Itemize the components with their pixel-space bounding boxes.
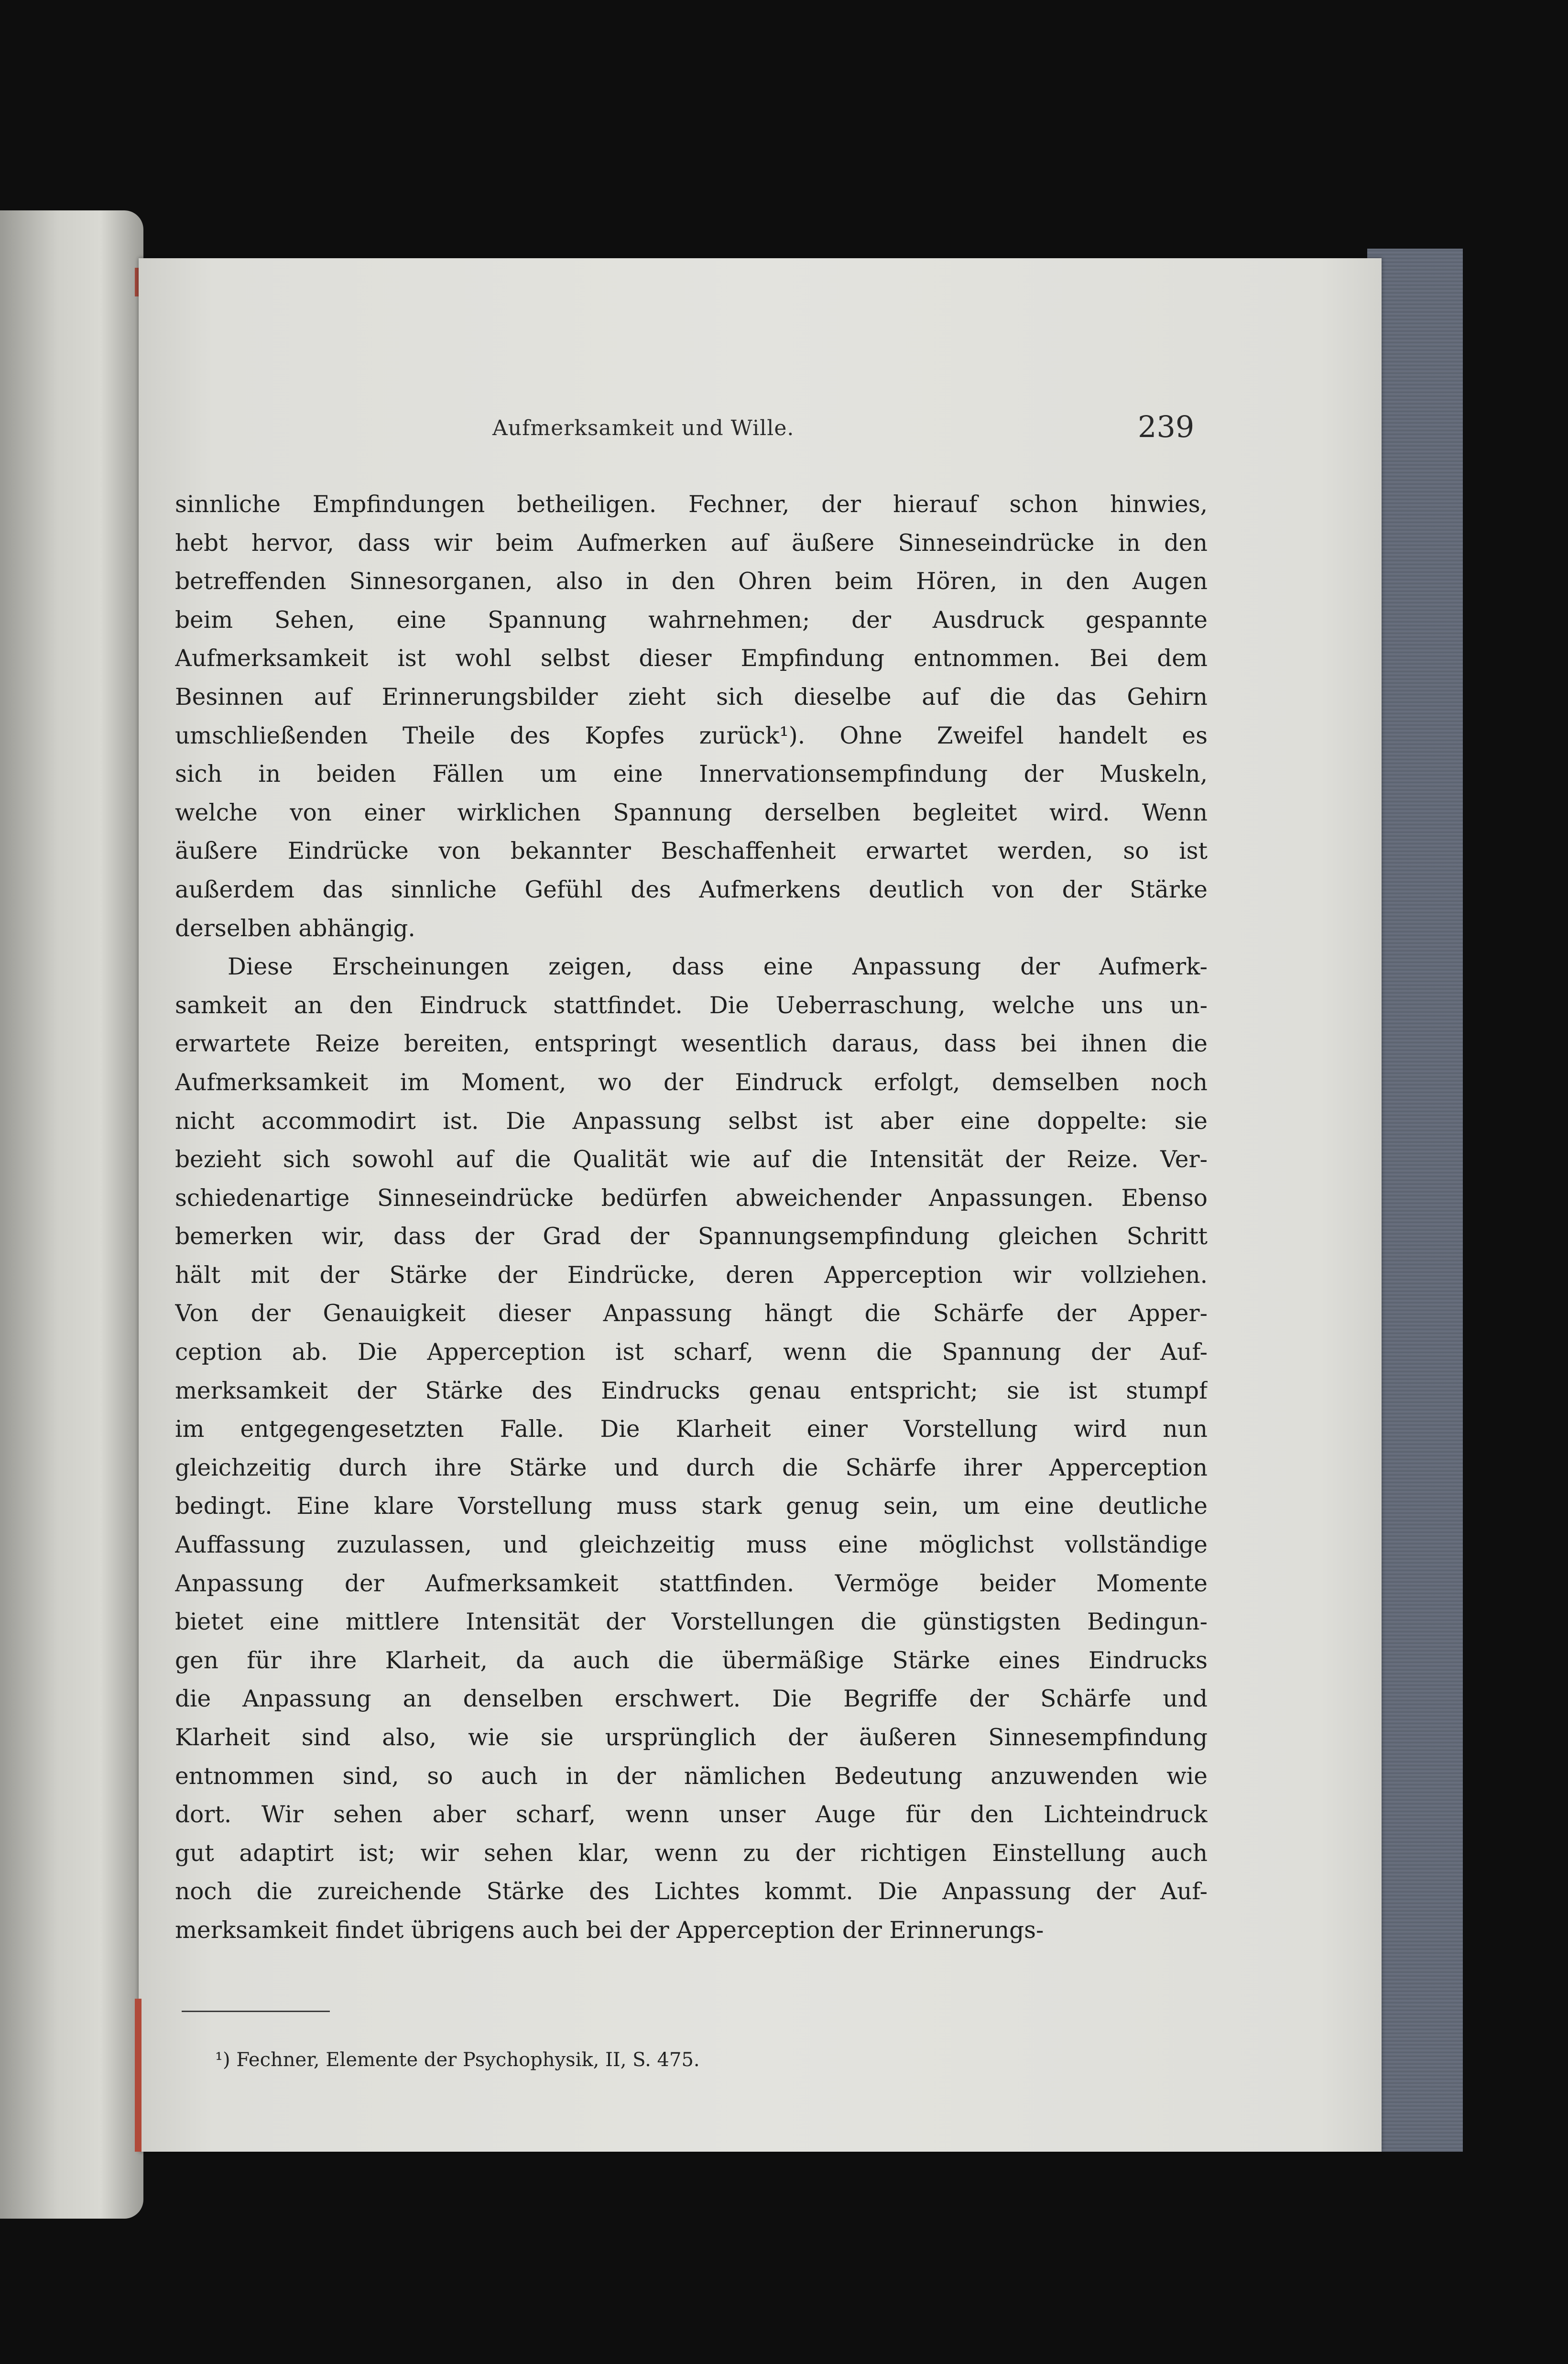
text-line: dort. Wir sehen aber scharf, wenn unser Auge für den Lichteindruck xyxy=(175,1801,1208,1828)
text-line: die Anpassung an denselben erschwert. Die Begriffe der Schärfe und xyxy=(175,1685,1208,1713)
text-line: entnommen sind, so auch in der nämlichen Bedeutung anzuwenden wie xyxy=(175,1762,1208,1790)
footnote-rule xyxy=(182,2011,330,2012)
text-line: hält mit der Stärke der Eindrücke, deren Apperception wir vollziehen. xyxy=(175,1261,1208,1289)
text-line: hebt hervor, dass wir beim Aufmerken auf äußere Sinneseindrücke in den xyxy=(175,529,1208,557)
text-line: im entgegengesetzten Falle. Die Klarheit einer Vorstellung wird nun xyxy=(175,1416,1208,1443)
text-line: sinnliche Empfindungen betheiligen. Fechner, der hierauf schon hinwies, xyxy=(175,491,1208,518)
text-line: gleichzeitig durch ihre Stärke und durch die Schärfe ihrer Apperception xyxy=(175,1454,1208,1481)
body-text xyxy=(175,485,1208,1950)
text-line: bemerken wir, dass der Grad der Spannungsempfindung gleichen Schritt xyxy=(175,1223,1208,1250)
text-line: Besinnen auf Erinnerungsbilder zieht sich dieselbe auf die das Gehirn xyxy=(175,683,1208,711)
text-line: Klarheit sind also, wie sie ursprünglich der äußeren Sinnesempfindung xyxy=(175,1724,1208,1751)
text-line: noch die zureichende Stärke des Lichtes kommt. Die Anpassung der Auf- xyxy=(175,1878,1208,1905)
text-line: bezieht sich sowohl auf die Qualität wie auf die Intensität der Reize. Ver- xyxy=(175,1146,1208,1173)
text-line: welche von einer wirklichen Spannung derselben begleitet wird. Wenn xyxy=(175,799,1208,826)
text-line: Diese Erscheinungen zeigen, dass eine Anpassung der Aufmerk- xyxy=(228,953,1208,981)
facing-page-edge xyxy=(0,210,143,2219)
text-line: gen für ihre Klarheit, da auch die übermäßige Stärke eines Eindrucks xyxy=(175,1647,1208,1674)
page-edge-marking-bottom xyxy=(135,1999,142,2152)
text-line: Auffassung zuzulassen, und gleichzeitig muss eine möglichst vollständige xyxy=(175,1532,1208,1559)
text-line: ception ab. Die Apperception ist scharf, wenn die Spannung der Auf- xyxy=(175,1339,1208,1366)
text-line: beim Sehen, eine Spannung wahrnehmen; der Ausdruck gespannte xyxy=(175,606,1208,634)
text-line: umschließenden Theile des Kopfes zurück¹). Ohne Zweifel handelt es xyxy=(175,722,1208,749)
running-head xyxy=(139,409,1382,459)
text-line: nicht accommodirt ist. Die Anpassung selbst ist aber eine doppelte: sie xyxy=(175,1107,1208,1135)
text-line: bedingt. Eine klare Vorstellung muss stark genug sein, um eine deutliche xyxy=(175,1493,1208,1520)
text-line: sich in beiden Fällen um eine Innervationsempfindung der Muskeln, xyxy=(175,761,1208,788)
book-page xyxy=(139,258,1382,2152)
text-line: betreffenden Sinnesorganen, also in den Ohren beim Hören, in den Augen xyxy=(175,568,1208,595)
text-line: außerdem das sinnliche Gefühl des Aufmerkens deutlich von der Stärke xyxy=(175,876,1208,903)
book-cover-edge xyxy=(1367,249,1463,2152)
text-line: merksamkeit der Stärke des Eindrucks genau entspricht; sie ist stumpf xyxy=(175,1377,1208,1404)
text-line: Anpassung der Aufmerksamkeit stattfinden. Vermöge beider Momente xyxy=(175,1570,1208,1597)
text-line: erwartete Reize bereiten, entspringt wesentlich daraus, dass bei ihnen die xyxy=(175,1030,1208,1058)
running-title: Aufmerksamkeit und Wille. xyxy=(492,416,795,440)
text-line: derselben abhängig. xyxy=(175,915,415,942)
text-line: äußere Eindrücke von bekannter Beschaffenheit erwartet werden, so ist xyxy=(175,838,1208,865)
text-line: schiedenartige Sinneseindrücke bedürfen abweichender Anpassungen. Ebenso xyxy=(175,1184,1208,1212)
text-line: Aufmerksamkeit im Moment, wo der Eindruck erfolgt, demselben noch xyxy=(175,1069,1208,1096)
text-line: Aufmerksamkeit ist wohl selbst dieser Empfindung entnommen. Bei dem xyxy=(175,645,1208,672)
footnote: ¹) Fechner, Elemente der Psychophysik, II, S. 475. xyxy=(215,2049,700,2071)
text-line: merksamkeit findet übrigens auch bei der Apperception der Erinnerungs- xyxy=(175,1916,1044,1944)
text-line: Von der Genauigkeit dieser Anpassung hängt die Schärfe der Apper- xyxy=(175,1300,1208,1327)
text-line: gut adaptirt ist; wir sehen klar, wenn zu der richtigen Einstellung auch xyxy=(175,1839,1208,1867)
text-line: bietet eine mittlere Intensität der Vorstellungen die günstigsten Bedingun- xyxy=(175,1609,1208,1636)
page-number: 239 xyxy=(1138,409,1195,444)
text-line: samkeit an den Eindruck stattfindet. Die Ueberraschung, welche uns un- xyxy=(175,992,1208,1019)
